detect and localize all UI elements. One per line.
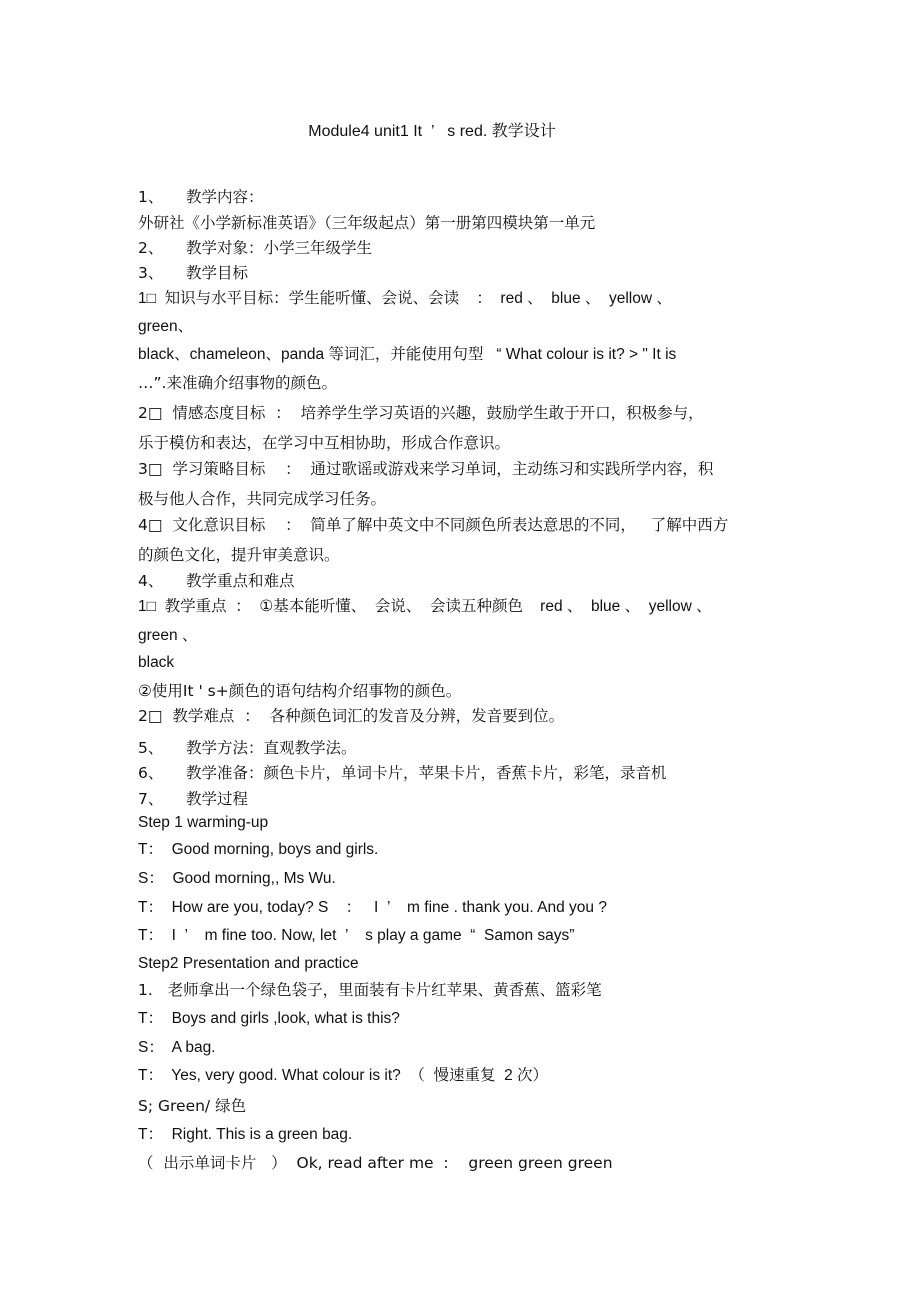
line-text: 外研社《小学新标准英语》（三年级起点）第一册第四模块第一单元 bbox=[138, 214, 596, 232]
text-line bbox=[138, 317, 193, 337]
text-line bbox=[138, 898, 607, 918]
line-text: 1□ 知识与水平目标：学生能听懂、会说、会读 ： red 、 blue 、 yellow 、 bbox=[138, 290, 672, 307]
line-text: green、 bbox=[138, 318, 194, 335]
section-number: 4、 bbox=[138, 572, 164, 590]
line-text: 2□ 情感态度目标 ： 培养学生学习英语的兴趣，鼓励学生敢于开口，积极参与， bbox=[138, 404, 704, 422]
section-line bbox=[138, 238, 372, 258]
line-text: 的颜色文化，提升审美意识。 bbox=[138, 546, 340, 564]
line-text: 4□ 文化意识目标 ： 简单了解中英文中不同颜色所表达意思的不同， 了解中西方 bbox=[138, 516, 729, 534]
line-text: 教学内容： bbox=[186, 188, 264, 206]
section-number: 6、 bbox=[138, 764, 164, 782]
line-text: T： Boys and girls ,look, what is this? bbox=[138, 1010, 400, 1027]
line-text: green 、 bbox=[138, 627, 198, 644]
text-line bbox=[138, 213, 595, 233]
text-line bbox=[138, 681, 461, 701]
line-text: （ 出示单词卡片 ） Ok, read after me : green green green bbox=[138, 1154, 613, 1172]
line-text: 教学目标 bbox=[186, 264, 249, 282]
line-text: T： Good morning, boys and girls. bbox=[138, 841, 379, 858]
line-text: 1□ 教学重点 ： ①基本能听懂、 会说、 会读五种颜色 red 、 blue 、 yellow 、 bbox=[138, 598, 712, 615]
text-line bbox=[138, 403, 704, 423]
section-number: 3、 bbox=[138, 264, 164, 282]
line-text: T： Yes, very good. What colour is it? （ 慢速重复 2 次） bbox=[138, 1067, 549, 1084]
text-line bbox=[138, 345, 676, 365]
text-line bbox=[138, 289, 672, 309]
line-text: T： How are you, today? S ： I ’ m fine . thank you. And you ? bbox=[138, 899, 607, 916]
text-line bbox=[138, 813, 268, 833]
text-line bbox=[138, 433, 510, 453]
text-line bbox=[138, 373, 337, 393]
text-line bbox=[138, 626, 197, 646]
text-line bbox=[138, 840, 378, 860]
line-text: Step 1 warming-up bbox=[138, 814, 269, 831]
section-number: 7、 bbox=[138, 790, 164, 808]
section-line bbox=[138, 263, 248, 283]
section-line bbox=[138, 187, 264, 207]
text-line bbox=[138, 1066, 548, 1086]
section-line bbox=[138, 571, 295, 591]
line-text: 教学方法：直观教学法。 bbox=[186, 739, 357, 757]
line-text: 极与他人合作，共同完成学习任务。 bbox=[138, 490, 387, 508]
text-line bbox=[138, 926, 574, 946]
section-number: 2、 bbox=[138, 239, 164, 257]
section-number: 5、 bbox=[138, 739, 164, 757]
text-line bbox=[138, 515, 728, 535]
text-line bbox=[138, 980, 602, 1000]
line-text: T： Right. This is a green bag. bbox=[138, 1126, 353, 1143]
text-line bbox=[138, 597, 712, 617]
line-text: black、chameleon、panda 等词汇，并能使用句型 “ What colour is it? > " It is bbox=[138, 346, 677, 363]
line-text: 教学过程 bbox=[186, 790, 249, 808]
line-text: 乐于模仿和表达，在学习中互相协助，形成合作意识。 bbox=[138, 434, 511, 452]
line-text: 教学对象：小学三年级学生 bbox=[186, 239, 373, 257]
line-text: S; Green/ 绿色 bbox=[138, 1097, 247, 1115]
page-title: Module4 unit1 It ’ s red. 教学设计 bbox=[308, 123, 556, 140]
text-line bbox=[138, 653, 174, 673]
line-text: 教学准备：颜色卡片，单词卡片，苹果卡片，香蕉卡片，彩笔，录音机 bbox=[186, 764, 667, 782]
line-text: black bbox=[138, 654, 175, 671]
line-text: 1. 老师拿出一个绿色袋子，里面装有卡片红苹果、黄香蕉、篮彩笔 bbox=[138, 981, 602, 999]
text-line bbox=[138, 954, 359, 974]
line-text: T： I ’ m fine too. Now, let ’ s play a game “ Samon says” bbox=[138, 927, 575, 944]
text-line bbox=[138, 489, 386, 509]
text-line bbox=[138, 545, 340, 565]
line-text: ②使用It ' s+颜色的语句结构介绍事物的颜色。 bbox=[138, 682, 462, 700]
line-text: S： Good morning,, Ms Wu. bbox=[138, 870, 336, 887]
text-line bbox=[138, 1096, 246, 1116]
text-line bbox=[138, 869, 336, 889]
text-line bbox=[138, 706, 564, 726]
text-line bbox=[138, 1038, 216, 1058]
section-line bbox=[138, 738, 357, 758]
line-text: …”.来准确介绍事物的颜色。 bbox=[138, 374, 337, 392]
section-line bbox=[138, 789, 248, 809]
section-number: 1、 bbox=[138, 188, 164, 206]
text-line bbox=[138, 1009, 400, 1029]
text-line bbox=[138, 1125, 352, 1145]
line-text: 教学重点和难点 bbox=[186, 572, 295, 590]
text-line bbox=[138, 459, 713, 479]
section-line bbox=[138, 763, 667, 783]
line-text: 3□ 学习策略目标 ： 通过歌谣或游戏来学习单词，主动练习和实践所学内容，积 bbox=[138, 460, 714, 478]
text-line bbox=[138, 1153, 613, 1173]
line-text: S： A bag. bbox=[138, 1039, 216, 1056]
line-text: Step2 Presentation and practice bbox=[138, 955, 359, 972]
line-text: 2□ 教学难点 ： 各种颜色词汇的发音及分辨，发音要到位。 bbox=[138, 707, 565, 725]
